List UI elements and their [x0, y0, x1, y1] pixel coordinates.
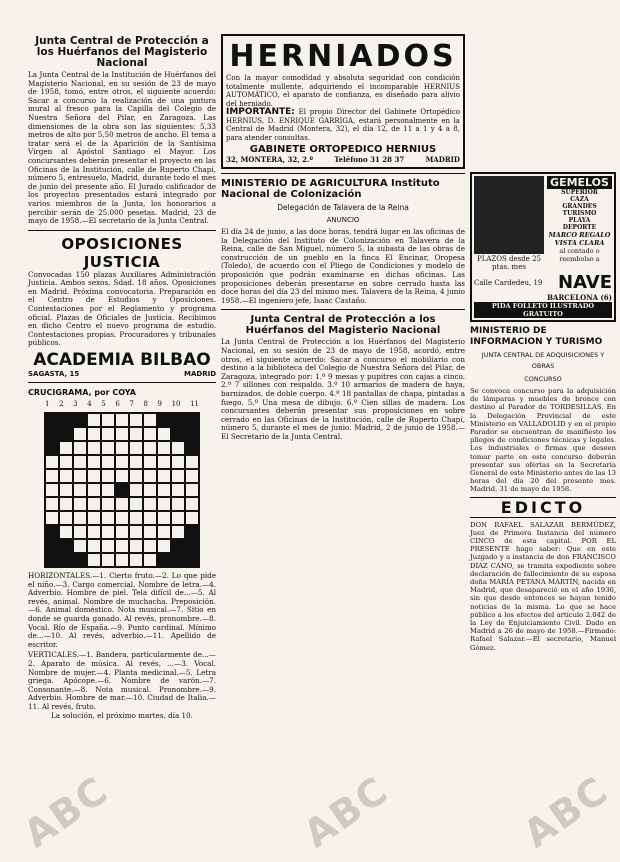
crucigrama-cell	[45, 483, 59, 497]
crucigrama-cell	[101, 469, 115, 483]
junta1-title: Junta Central de Protección a los Huérfanos del Magisterio Nacional	[35, 35, 209, 69]
ministerio-informacion-title: MINISTERIO DE INFORMACION Y TURISMO	[470, 326, 603, 347]
crucigrama-title: CRUCIGRAMA, por COYA	[28, 388, 136, 398]
watermark: ABC	[15, 767, 117, 857]
gabinete-name: GABINETE ORTOPEDICO HERNIUS	[249, 144, 437, 155]
crucigrama-cell	[129, 497, 143, 511]
crucigrama-number: 9	[157, 400, 162, 409]
crucigrama-cell	[143, 441, 157, 455]
crucigrama-cell	[185, 413, 199, 427]
crucigrama-cell	[171, 497, 185, 511]
ministerio-agricultura-sub: Delegación de Talavera de la Reina	[277, 203, 409, 212]
crucigrama-cell	[143, 539, 157, 553]
crucigrama-cell	[129, 441, 143, 455]
crucigrama-cell	[115, 553, 129, 567]
crucigrama-cell	[87, 413, 101, 427]
importante-text: El propio Director del Gabinete Ortopédico HERNIUS, D. ENRIQUE GARRIGA, estará personalmente en la Central de Madrid (Montera, 32), el día 12, de 11 a 1 y 4 a 8, para atender consultas.	[226, 108, 460, 142]
crucigrama-number: 1	[45, 400, 50, 409]
herniados-title: HERNIADOS	[229, 39, 457, 74]
crucigrama-solucion: La solución, el próximo martes, día 10.	[51, 710, 193, 720]
crucigrama-cell	[157, 469, 171, 483]
oposiciones-title: OPOSICIONES JUSTICIA	[61, 234, 183, 271]
crucigrama-cell	[59, 469, 73, 483]
crucigrama-cell	[45, 441, 59, 455]
crucigrama-cell	[45, 497, 59, 511]
importante-block	[226, 108, 460, 142]
gemelos-text	[544, 176, 612, 272]
crucigrama-cell	[73, 497, 87, 511]
crucigrama-cell	[171, 441, 185, 455]
crucigrama-cell	[87, 427, 101, 441]
watermark: ABC	[515, 767, 617, 857]
gemelos-line: GRANDES	[562, 203, 597, 210]
crucigrama-cell	[45, 413, 59, 427]
crucigrama-cell	[59, 511, 73, 525]
column-center	[221, 34, 465, 441]
edicto-title: EDICTO	[470, 497, 616, 518]
ad-plazos: PLAZOS desde 25 ptas. mes	[474, 254, 544, 272]
gemelos-reembolso: al contado o reembolso a	[559, 247, 600, 263]
crucigrama-cell	[129, 455, 143, 469]
ministerio-informacion-sub: JUNTA CENTRAL DE ADQUISICIONES Y OBRAS	[481, 351, 605, 370]
crucigrama-horizontales: HORIZONTALES.—1. Cierto fruto.—2. Lo que pide el niño.—3. Cargo comercial. Nombre de letra.—4. Adverbio. Hombre de piel. Tela difícil de...—5. Al revés, animal. Nombre de muchacha. Preposición.—6. Animal doméstico. Nota musical.—7. Sitio en donde se guarda ganado. Al revés, pronombre.—8. Vocal. Río de España.—9. Punto cardinal. Mínimo de...—10. Al revés, adverbio.—11. Apellido de escritor.	[28, 571, 216, 649]
ministerio-informacion-concurso: CONCURSO	[524, 375, 562, 383]
crucigrama-grid	[44, 412, 200, 568]
crucigrama-cell	[171, 525, 185, 539]
crucigrama-cell	[129, 525, 143, 539]
crucigrama-cell	[129, 413, 143, 427]
gabinete-info-row	[226, 155, 460, 164]
oposiciones-text: Convocadas 150 plazas Auxiliares Administración Justicia. Ambos sexos. Sdad. 18 años. Oposiciones en Madrid. Próxima convocatoria. Preparación en el Centro de Estudios y Oposiciones. Contestaciones por el Reglamento y programa oficial. Plazas de Oficiales de Justicia. Recibimos en dicho Centro el nuevo programa de estudio. Contestaciones propias. Procuradores y tribunales públicos.	[28, 269, 216, 348]
watermark: ABC	[295, 767, 397, 857]
crucigrama-cell	[115, 497, 129, 511]
gemelos-ad	[470, 172, 616, 322]
crucigrama-cell	[115, 539, 129, 553]
crucigrama-cell	[171, 427, 185, 441]
crucigrama-cell	[87, 497, 101, 511]
crucigrama-cell	[59, 525, 73, 539]
crucigrama-cell	[73, 525, 87, 539]
crucigrama-cell	[101, 427, 115, 441]
nave-city: BARCELONA (6)	[547, 293, 612, 302]
divider	[221, 309, 465, 310]
crucigrama-cell	[115, 483, 129, 497]
crucigrama-cell	[115, 441, 129, 455]
crucigrama-cell	[157, 413, 171, 427]
crucigrama-cell	[87, 483, 101, 497]
importante-label: IMPORTANTE:	[226, 107, 295, 117]
crucigrama-cell	[45, 469, 59, 483]
herniados-ad	[221, 34, 465, 169]
crucigrama-cell	[157, 525, 171, 539]
crucigrama-cell	[87, 511, 101, 525]
crucigrama-number: 6	[115, 400, 120, 409]
crucigrama-number: 7	[129, 400, 134, 409]
crucigrama-cell	[157, 483, 171, 497]
crucigrama-cell	[101, 455, 115, 469]
crucigrama-cell	[129, 469, 143, 483]
crucigrama-cell	[171, 483, 185, 497]
crucigrama-cell	[45, 455, 59, 469]
crucigrama-cell	[143, 483, 157, 497]
crucigrama-cell	[73, 441, 87, 455]
junta2-title: Junta Central de Protección a los Huérfanos del Magisterio Nacional	[245, 314, 441, 337]
crucigrama-number: 11	[190, 400, 199, 409]
gemelos-line: PLAYA	[568, 217, 591, 224]
crucigrama-cell	[73, 539, 87, 553]
crucigrama-number: 10	[171, 400, 181, 409]
crucigrama-cell	[87, 525, 101, 539]
crucigrama-cell	[185, 553, 199, 567]
crucigrama-cell	[115, 469, 129, 483]
nave-row	[474, 272, 612, 293]
crucigrama-cell	[87, 539, 101, 553]
nave-brand: NAVE	[558, 272, 612, 293]
crucigrama-cell	[59, 553, 73, 567]
crucigrama-cell	[129, 553, 143, 567]
crucigrama-cell	[73, 469, 87, 483]
junta2-text: La Junta Central de Protección a los Huérfanos del Magisterio Nacional, en su sesión de 23 de mayo de 1958, acordó, entre otros, el siguiente acuerdo: Sacar a concurso el mobiliario con destino a la biblioteca del Colegio de Nuestra Señora del Pilar, de Zaragoza, integrado por: 1.º 9 mesas y pupitres con cajas a cinco. 2.º 7 sillones con respaldo. 3.º 10 armarios de madera de haya, barnizados, de doble cuerpo. 4.º 18 pantallas de chapa, pintadas a fuego. 5.º Una mesa de dibujo. 6.º Cien sillas de madera. Los concursantes deberán presentar sus proposiciones en sobre cerrado en las Oficinas de la Institución, calle de Ruperto Chapí, número 5, durante el mes de junio. Madrid, 2 de junio de 1958.—El Secretario de la Junta Central.	[221, 337, 465, 441]
crucigrama-cell	[73, 553, 87, 567]
crucigrama-cell	[45, 553, 59, 567]
crucigrama-cell	[115, 427, 129, 441]
divider	[28, 230, 216, 231]
gemelos-lines	[547, 189, 612, 231]
crucigrama-cell	[143, 511, 157, 525]
crucigrama-cell	[171, 469, 185, 483]
academia-name: ACADEMIA BILBAO	[33, 350, 211, 371]
crucigrama-cell	[101, 413, 115, 427]
crucigrama-cell	[185, 455, 199, 469]
crucigrama-cell	[157, 539, 171, 553]
crucigrama-cell	[59, 497, 73, 511]
crucigrama-cell	[115, 511, 129, 525]
crucigrama-cell	[143, 469, 157, 483]
crucigrama-cell	[157, 497, 171, 511]
crucigrama-cell	[73, 413, 87, 427]
crucigrama-cell	[101, 511, 115, 525]
crucigrama-cell	[101, 483, 115, 497]
crucigrama-cell	[185, 497, 199, 511]
crucigrama-cell	[73, 455, 87, 469]
crucigrama-number: 2	[59, 400, 64, 409]
column-right	[470, 172, 616, 652]
crucigrama-cell	[171, 539, 185, 553]
divider	[28, 382, 216, 383]
crucigrama-cell	[185, 441, 199, 455]
crucigrama-cell	[73, 483, 87, 497]
crucigrama-cell	[143, 525, 157, 539]
crucigrama-cell	[185, 469, 199, 483]
crucigrama-cell	[171, 511, 185, 525]
crucigrama-cell	[171, 413, 185, 427]
crucigrama-number: 3	[73, 400, 78, 409]
crucigrama-cell	[87, 455, 101, 469]
ministerio-agricultura-anuncio: ANUNCIO	[326, 216, 360, 224]
column-left	[28, 34, 216, 720]
crucigrama-cell	[45, 539, 59, 553]
gabinete-phone: Teléfono 31 28 37	[334, 155, 405, 164]
crucigrama-cell	[185, 427, 199, 441]
edicto-text: DON RAFAEL SALAZAR BERMÚDEZ, Juez de Primera Instancia del número CINCO de esta capital. POR EL PRESENTE hago saber: Que en este Juzgado y a instancia de don FRANCISCO DÍAZ CANO, se tramita expediente sobre declaración de fallecimiento de su esposa doña MARÍA PETANA MARTÍN, nacida en Madrid, que desapareció en el año 1936, sin que desde entonces se hayan tenido noticias de la misma. Lo que se hace público a los efectos del artículo 2.042 de la Ley de Enjuiciamiento Civil. Dado en Madrid a 26 de mayo de 1958.—Firmado: Rafael Salazar.—El secretario, Manuel Gómez.	[470, 520, 616, 652]
crucigrama-cell	[157, 455, 171, 469]
gabinete-address: 32, MONTERA, 32, 2.º	[226, 155, 313, 164]
crucigrama-cell	[143, 497, 157, 511]
crucigrama-cell	[157, 441, 171, 455]
crucigrama-cell	[101, 525, 115, 539]
crucigrama-cell	[45, 427, 59, 441]
crucigrama-number: 4	[87, 400, 92, 409]
crucigrama-cell	[115, 413, 129, 427]
divider	[221, 173, 465, 174]
gabinete-city: MADRID	[425, 155, 460, 164]
crucigrama-number: 5	[101, 400, 106, 409]
crucigrama-cell	[157, 427, 171, 441]
academia-city: MADRID	[184, 370, 216, 379]
crucigrama-cell	[87, 469, 101, 483]
crucigrama-cell	[129, 483, 143, 497]
academia-address: SAGASTA, 15	[28, 370, 80, 379]
crucigrama-cell	[157, 511, 171, 525]
crucigrama-verticales: VERTICALES.—1. Bandera, particularmente de...—2. Aparato de música. Al revés, ...—3. Vocal. Nombre de mujer.—4. Planta medicinal.—5. Letra griega. Apócope.—6. Nombre de varón.—7. Consonante.—8. Nota musical. Pronombre.—9. Adverbio. Hombre de mar.—10. Ciudad de Italia.—11. Al revés, fruto.	[28, 650, 216, 711]
crucigrama-numbers	[45, 400, 199, 408]
junta1-text: La Junta Central de la Institución de Huérfanos del Magisterio Nacional, en su sesión de 23 de mayo de 1958, tomó, entre otros, el siguiente acuerdo: Sacar a concurso la realización de una pintura mural al fresco para la Capilla del Colegio de Nuestra Señora del Pilar, en Zaragoza. Las dimensiones de la obra son las siguientes: 5,33 metros de alto por 5,50 metros de ancho. El tema a tratar será el de la Aparición de la Santísima Virgen al Apóstol Santiago el Mayor. Los concursantes deberán presentar el proyecto en las Oficinas de la Institución, calle de Ruperto Chapí, número 5, entresuelo, Madrid, durante todo el mes de junio del presente año. El Jurado calificador de los proyectos presentados estará integrado por varios miembros de la Junta, los honorarios a percibir serán de 25.000 pesetas. Madrid, 23 de mayo de 1958.—El secretario de la Junta Central.	[28, 70, 216, 226]
ministerio-informacion-text: Se convoca concurso para la adquisición de lámparas y muebles de bronce con destino al Parador de TORDESILLAS. En la Delegación Provincial de este Ministerio en VALLADOLID y en el propio Parador se encuentran de manifiesto los pliegos de condiciones técnicas y legales. Los industriales o firmas que deseen tomar parte en este concurso deberán presentar sus ofertas en la Secretaría General de este Ministerio antes de las 13 horas del día 20 del presente mes. Madrid, 31 de mayo de 1958.	[470, 387, 616, 494]
crucigrama-cell	[101, 497, 115, 511]
crucigrama-cell	[59, 413, 73, 427]
crucigrama-cell	[143, 553, 157, 567]
crucigrama-cell	[87, 441, 101, 455]
crucigrama-cell	[101, 539, 115, 553]
nave-calle: Calle Cardedeu, 19	[474, 278, 543, 287]
crucigrama-cell	[101, 553, 115, 567]
crucigrama-cell	[143, 455, 157, 469]
gemelos-line: DEPORTE	[562, 224, 597, 231]
gemelos-offer: MARCO REGALO VISTA CLARA	[548, 231, 611, 247]
crucigrama-cell	[143, 413, 157, 427]
crucigrama-cell	[59, 539, 73, 553]
crucigrama-cell	[73, 511, 87, 525]
crucigrama-cell	[171, 455, 185, 469]
crucigrama-cell	[101, 441, 115, 455]
crucigrama-cell	[185, 539, 199, 553]
crucigrama-cell	[59, 455, 73, 469]
crucigrama-cell	[73, 427, 87, 441]
crucigrama-cell	[129, 427, 143, 441]
gemelos-line: TURISMO	[562, 210, 597, 217]
gemelos-line: CAZA	[570, 196, 589, 203]
crucigrama-cell	[45, 511, 59, 525]
crucigrama-cell	[157, 553, 171, 567]
academia-address-row	[28, 370, 216, 378]
crucigrama-cell	[115, 525, 129, 539]
crucigrama-cell	[59, 427, 73, 441]
folleto-banner: PIDA FOLLETO ILUSTRADO GRATUITO	[474, 302, 612, 318]
crucigrama-cell	[185, 511, 199, 525]
crucigrama-cell	[171, 553, 185, 567]
crucigrama-number: 8	[143, 400, 148, 409]
ministerio-agricultura-text: El día 24 de junio, a las doce horas, tendrá lugar en las oficinas de la Delegación del Instituto de Colonización en Talavera de la Reina, calle de San Miguel, número 5, la subasta de las obras de construcción de un pueblo en la finca El Encinar, Oropesa (Toledo), de acuerdo con el Pliego de Condiciones y modelo de proposición que podrán examinarse en dichas oficinas. Las proposiciones deberán presentarse en sobre cerrado hasta las doce horas del día 23 del mismo mes. Talavera de la Reina, 4 junio 1958.—El ingeniero jefe, Isaac Castaño.	[221, 227, 465, 305]
crucigrama-cell	[115, 455, 129, 469]
crucigrama-cell	[129, 539, 143, 553]
crucigrama-cell	[59, 441, 73, 455]
crucigrama-cell	[45, 525, 59, 539]
gemelos-brand: GEMELOS	[547, 176, 612, 189]
crucigrama-cell	[185, 525, 199, 539]
herniados-text: Con la mayor comodidad y absoluta seguridad con condición totalmente mullente, adquiriendo el incomparable HERNIUS AUTOMÁTICO, el aparato de confianza, es diseñado para alivio del herniado.	[226, 74, 460, 108]
binoculars-image	[474, 176, 544, 272]
crucigrama-cell	[185, 483, 199, 497]
ministerio-agricultura-title: MINISTERIO DE AGRICULTURA Instituto Nacional de Colonización	[221, 178, 440, 200]
crucigrama-cell	[87, 553, 101, 567]
crucigrama-cell	[129, 511, 143, 525]
crucigrama-cell	[59, 483, 73, 497]
gemelos-line: SUPERIOR	[561, 189, 598, 196]
crucigrama-cell	[143, 427, 157, 441]
